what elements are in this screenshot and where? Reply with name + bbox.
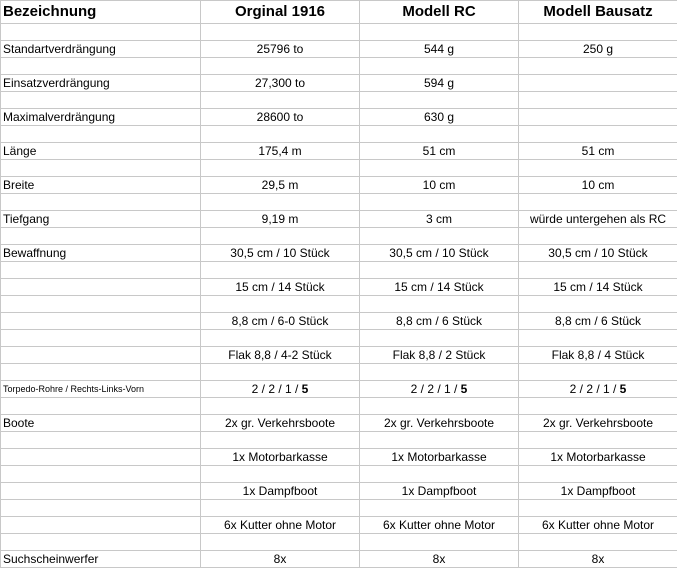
table-row bbox=[1, 41, 677, 58]
empty-cell[interactable] bbox=[1, 296, 201, 313]
cell-modell-rc[interactable]: 1x Motorbarkasse bbox=[360, 449, 519, 466]
empty-cell[interactable] bbox=[519, 58, 677, 75]
row-label[interactable]: Breite bbox=[1, 177, 201, 194]
table-row bbox=[1, 347, 677, 364]
empty-cell[interactable] bbox=[1, 160, 201, 177]
cell-original[interactable]: 15 cm / 14 Stück bbox=[201, 279, 360, 296]
empty-cell[interactable] bbox=[519, 534, 677, 551]
header-modell-bausatz[interactable]: Modell Bausatz bbox=[519, 1, 677, 24]
empty-cell[interactable] bbox=[1, 534, 201, 551]
cell-original[interactable]: 2x gr. Verkehrsboote bbox=[201, 415, 360, 432]
empty-cell[interactable] bbox=[519, 160, 677, 177]
empty-cell[interactable] bbox=[519, 262, 677, 279]
table-row bbox=[1, 313, 677, 330]
empty-cell[interactable] bbox=[201, 500, 360, 517]
cell-modell-bausatz[interactable] bbox=[519, 381, 677, 398]
empty-cell[interactable] bbox=[519, 228, 677, 245]
empty-cell[interactable] bbox=[519, 92, 677, 109]
header-modell-rc[interactable]: Modell RC bbox=[360, 1, 519, 24]
table-row bbox=[1, 415, 677, 432]
spacer-row bbox=[1, 364, 677, 381]
empty-cell[interactable] bbox=[201, 398, 360, 415]
table-row bbox=[1, 517, 677, 534]
cell-modell-bausatz[interactable] bbox=[519, 109, 677, 126]
cell-modell-bausatz[interactable]: 6x Kutter ohne Motor bbox=[519, 517, 677, 534]
table-row bbox=[1, 483, 677, 500]
row-label[interactable] bbox=[1, 483, 201, 500]
cell-modell-bausatz[interactable]: 1x Motorbarkasse bbox=[519, 449, 677, 466]
torpedo-counts: 2 / 2 / 1 / bbox=[570, 382, 620, 396]
empty-cell[interactable] bbox=[519, 24, 677, 41]
empty-cell[interactable] bbox=[519, 500, 677, 517]
empty-cell[interactable] bbox=[360, 126, 519, 143]
cell-modell-bausatz[interactable]: 51 cm bbox=[519, 143, 677, 160]
empty-cell[interactable] bbox=[360, 92, 519, 109]
empty-cell[interactable] bbox=[201, 432, 360, 449]
spacer-row bbox=[1, 58, 677, 75]
cell-modell-bausatz[interactable]: würde untergehen als RC bbox=[519, 211, 677, 228]
table-row bbox=[1, 177, 677, 194]
torpedo-total: 5 bbox=[620, 382, 627, 396]
cell-original[interactable]: 25796 to bbox=[201, 41, 360, 58]
header-name[interactable]: Bezeichnung bbox=[1, 1, 201, 24]
empty-cell[interactable] bbox=[201, 228, 360, 245]
row-label[interactable]: Boote bbox=[1, 415, 201, 432]
empty-cell[interactable] bbox=[1, 398, 201, 415]
empty-cell[interactable] bbox=[1, 228, 201, 245]
cell-original[interactable]: 6x Kutter ohne Motor bbox=[201, 517, 360, 534]
table-row bbox=[1, 143, 677, 160]
table-row bbox=[1, 245, 677, 262]
cell-original[interactable]: 8x bbox=[201, 551, 360, 568]
spacer-row bbox=[1, 466, 677, 483]
empty-cell[interactable] bbox=[360, 58, 519, 75]
empty-cell[interactable] bbox=[519, 126, 677, 143]
cell-modell-rc[interactable]: Flak 8,8 / 2 Stück bbox=[360, 347, 519, 364]
row-label[interactable]: Bewaffnung bbox=[1, 245, 201, 262]
cell-modell-rc[interactable]: 1x Dampfboot bbox=[360, 483, 519, 500]
empty-cell[interactable] bbox=[1, 330, 201, 347]
empty-cell[interactable] bbox=[1, 194, 201, 211]
row-label[interactable]: Suchscheinwerfer bbox=[1, 551, 201, 568]
cell-original[interactable]: 29,5 m bbox=[201, 177, 360, 194]
table-row bbox=[1, 279, 677, 296]
cell-original[interactable]: 175,4 m bbox=[201, 143, 360, 160]
empty-cell[interactable] bbox=[1, 58, 201, 75]
row-label[interactable] bbox=[1, 347, 201, 364]
spacer-row bbox=[1, 534, 677, 551]
cell-original[interactable]: 28600 to bbox=[201, 109, 360, 126]
spacer-row bbox=[1, 228, 677, 245]
cell-modell-bausatz[interactable]: Flak 8,8 / 4 Stück bbox=[519, 347, 677, 364]
cell-modell-rc[interactable]: 15 cm / 14 Stück bbox=[360, 279, 519, 296]
empty-cell[interactable] bbox=[360, 330, 519, 347]
header-row bbox=[1, 1, 677, 24]
empty-cell[interactable] bbox=[201, 296, 360, 313]
empty-cell[interactable] bbox=[360, 194, 519, 211]
row-label[interactable] bbox=[1, 449, 201, 466]
cell-modell-bausatz[interactable]: 2x gr. Verkehrsboote bbox=[519, 415, 677, 432]
empty-cell[interactable] bbox=[201, 466, 360, 483]
empty-cell[interactable] bbox=[519, 398, 677, 415]
cell-modell-bausatz[interactable]: 8,8 cm / 6 Stück bbox=[519, 313, 677, 330]
spacer-row bbox=[1, 194, 677, 211]
row-label[interactable] bbox=[1, 313, 201, 330]
cell-original[interactable]: 30,5 cm / 10 Stück bbox=[201, 245, 360, 262]
spacer-row bbox=[1, 330, 677, 347]
cell-modell-rc[interactable]: 8,8 cm / 6 Stück bbox=[360, 313, 519, 330]
empty-cell[interactable] bbox=[1, 500, 201, 517]
empty-cell[interactable] bbox=[201, 58, 360, 75]
empty-cell[interactable] bbox=[201, 262, 360, 279]
spacer-row bbox=[1, 92, 677, 109]
row-label[interactable] bbox=[1, 279, 201, 296]
empty-cell[interactable] bbox=[360, 466, 519, 483]
empty-cell[interactable] bbox=[360, 24, 519, 41]
empty-cell[interactable] bbox=[519, 432, 677, 449]
empty-cell[interactable] bbox=[519, 364, 677, 381]
cell-modell-rc[interactable]: 51 cm bbox=[360, 143, 519, 160]
empty-cell[interactable] bbox=[1, 432, 201, 449]
empty-cell[interactable] bbox=[360, 262, 519, 279]
torpedo-counts: 2 / 2 / 1 / bbox=[411, 382, 461, 396]
cell-modell-rc[interactable]: 6x Kutter ohne Motor bbox=[360, 517, 519, 534]
table-row bbox=[1, 109, 677, 126]
cell-modell-rc[interactable]: 544 g bbox=[360, 41, 519, 58]
row-label[interactable]: Länge bbox=[1, 143, 201, 160]
cell-modell-bausatz[interactable]: 10 cm bbox=[519, 177, 677, 194]
empty-cell[interactable] bbox=[1, 262, 201, 279]
spacer-row bbox=[1, 126, 677, 143]
table-row bbox=[1, 551, 677, 568]
empty-cell[interactable] bbox=[360, 500, 519, 517]
cell-original[interactable]: 27,300 to bbox=[201, 75, 360, 92]
empty-cell[interactable] bbox=[1, 92, 201, 109]
row-label[interactable]: Maximalverdrängung bbox=[1, 109, 201, 126]
cell-original[interactable]: Flak 8,8 / 4-2 Stück bbox=[201, 347, 360, 364]
empty-cell[interactable] bbox=[201, 194, 360, 211]
empty-cell[interactable] bbox=[1, 364, 201, 381]
cell-original[interactable] bbox=[201, 381, 360, 398]
spacer-row bbox=[1, 432, 677, 449]
spacer-row bbox=[1, 262, 677, 279]
table-row bbox=[1, 75, 677, 92]
torpedo-total: 5 bbox=[461, 382, 468, 396]
empty-cell[interactable] bbox=[360, 228, 519, 245]
empty-cell[interactable] bbox=[201, 330, 360, 347]
empty-cell[interactable] bbox=[360, 534, 519, 551]
cell-modell-bausatz[interactable]: 250 g bbox=[519, 41, 677, 58]
empty-cell[interactable] bbox=[360, 398, 519, 415]
table-row bbox=[1, 211, 677, 228]
empty-cell[interactable] bbox=[201, 126, 360, 143]
cell-modell-rc[interactable] bbox=[360, 381, 519, 398]
row-label[interactable] bbox=[1, 517, 201, 534]
header-original[interactable]: Orginal 1916 bbox=[201, 1, 360, 24]
empty-cell[interactable] bbox=[1, 24, 201, 41]
cell-modell-rc[interactable]: 594 g bbox=[360, 75, 519, 92]
spacer-row bbox=[1, 398, 677, 415]
empty-cell[interactable] bbox=[360, 160, 519, 177]
row-label[interactable]: Tiefgang bbox=[1, 211, 201, 228]
empty-cell[interactable] bbox=[519, 466, 677, 483]
row-label[interactable]: Standartverdrängung bbox=[1, 41, 201, 58]
empty-cell[interactable] bbox=[519, 194, 677, 211]
empty-cell[interactable] bbox=[519, 296, 677, 313]
cell-modell-bausatz[interactable]: 1x Dampfboot bbox=[519, 483, 677, 500]
cell-modell-bausatz[interactable]: 8x bbox=[519, 551, 677, 568]
spacer-row bbox=[1, 24, 677, 41]
spacer-row bbox=[1, 500, 677, 517]
cell-modell-rc[interactable]: 2x gr. Verkehrsboote bbox=[360, 415, 519, 432]
cell-modell-bausatz[interactable] bbox=[519, 75, 677, 92]
spacer-row bbox=[1, 296, 677, 313]
cell-modell-bausatz[interactable]: 30,5 cm / 10 Stück bbox=[519, 245, 677, 262]
table-row bbox=[1, 381, 677, 398]
cell-modell-rc[interactable]: 30,5 cm / 10 Stück bbox=[360, 245, 519, 262]
row-label[interactable]: Einsatzverdrängung bbox=[1, 75, 201, 92]
empty-cell[interactable] bbox=[201, 534, 360, 551]
empty-cell[interactable] bbox=[201, 160, 360, 177]
empty-cell[interactable] bbox=[1, 466, 201, 483]
cell-modell-rc[interactable]: 8x bbox=[360, 551, 519, 568]
cell-modell-rc[interactable]: 3 cm bbox=[360, 211, 519, 228]
empty-cell[interactable] bbox=[360, 364, 519, 381]
cell-original[interactable]: 1x Dampfboot bbox=[201, 483, 360, 500]
empty-cell[interactable] bbox=[1, 126, 201, 143]
empty-cell[interactable] bbox=[201, 92, 360, 109]
cell-modell-rc[interactable]: 10 cm bbox=[360, 177, 519, 194]
cell-modell-rc[interactable]: 630 g bbox=[360, 109, 519, 126]
cell-original[interactable]: 8,8 cm / 6-0 Stück bbox=[201, 313, 360, 330]
row-label[interactable]: Torpedo-Rohre / Rechts-Links-Vorn bbox=[1, 381, 201, 398]
torpedo-total: 5 bbox=[302, 382, 309, 396]
empty-cell[interactable] bbox=[360, 296, 519, 313]
empty-cell[interactable] bbox=[201, 364, 360, 381]
spacer-row bbox=[1, 160, 677, 177]
torpedo-counts: 2 / 2 / 1 / bbox=[252, 382, 302, 396]
empty-cell[interactable] bbox=[360, 432, 519, 449]
empty-cell[interactable] bbox=[201, 24, 360, 41]
cell-modell-bausatz[interactable]: 15 cm / 14 Stück bbox=[519, 279, 677, 296]
cell-original[interactable]: 9,19 m bbox=[201, 211, 360, 228]
table-row bbox=[1, 449, 677, 466]
empty-cell[interactable] bbox=[519, 330, 677, 347]
cell-original[interactable]: 1x Motorbarkasse bbox=[201, 449, 360, 466]
